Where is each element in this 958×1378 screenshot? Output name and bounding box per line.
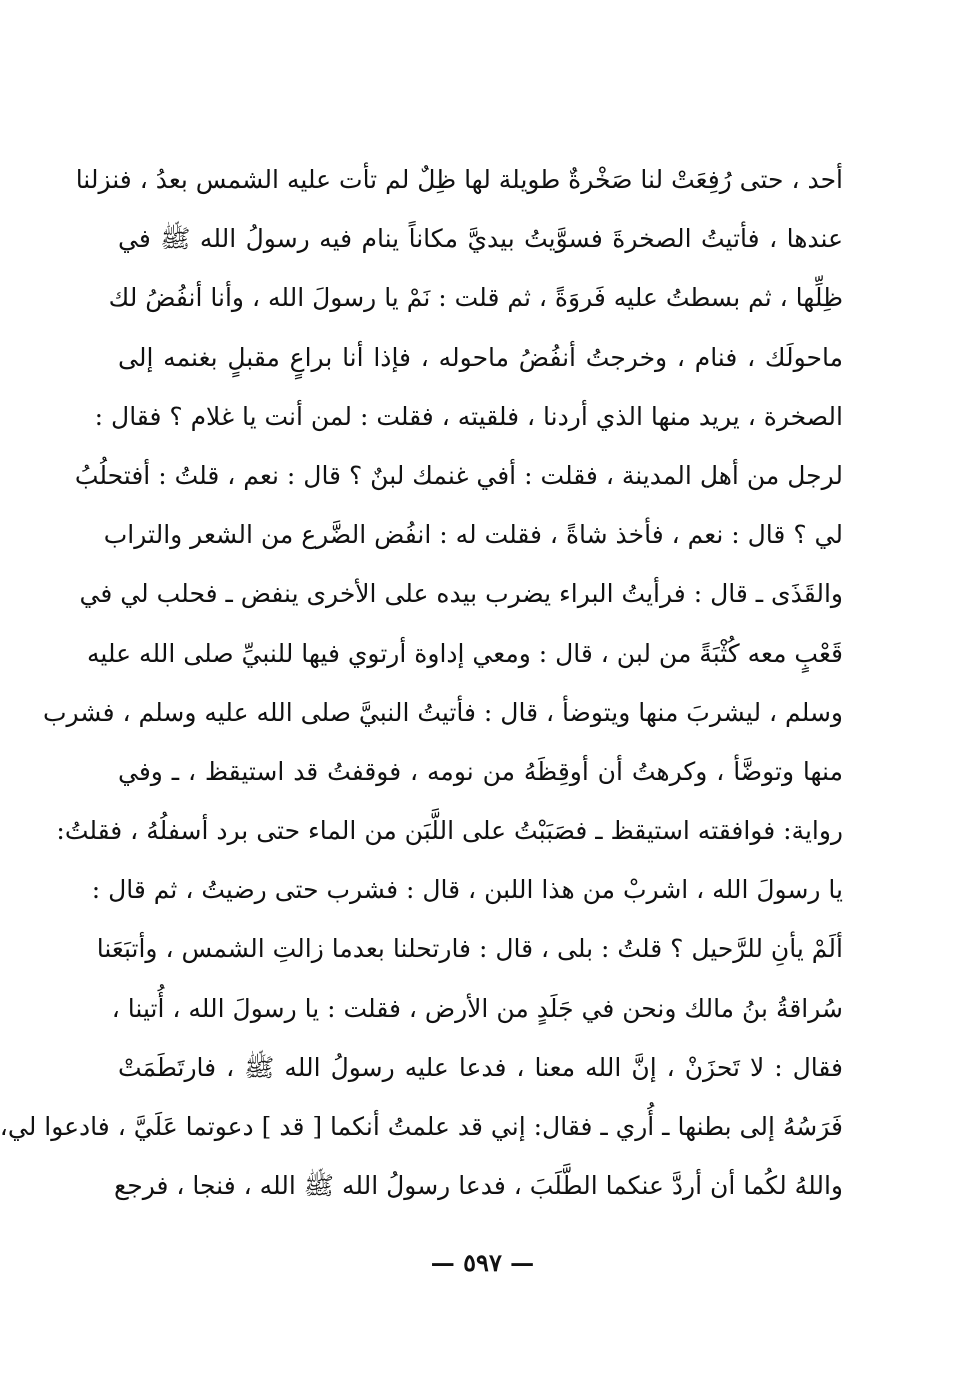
text-line: لرجل من أهل المدينة ، فقلت : أفي غنمك لبنٌ ؟ قال : نعم ، قلتُ : أفتحلُبُ <box>74 460 843 490</box>
text-line: سُراقةُ بنُ مالك ونحن في جَلَدٍ من الأرض ، فقلت : يا رسولَ الله ، أُتينا ، <box>111 993 843 1023</box>
text-line: وسلم ، ليشربَ منها ويتوضأ ، قال : فأتيتُ النبيَّ صلى الله عليه وسلم ، فشرب <box>42 697 843 727</box>
text-line: ظِلِّها ، ثم بسطتُ عليه فَروَةً ، ثم قلت : نَمْ يا رسولَ الله ، وأنا أنفُضُ لك <box>108 283 843 313</box>
text-line: الصخرة ، يريد منها الذي أردنا ، فلقيته ، فقلت : لمن أنت يا غلام ؟ فقال : <box>94 401 843 431</box>
text-line: أحد ، حتى رُفِعَتْ لنا صَخْرةٌ طويلة لها ظِلٌ لم تأت عليه الشمس بعدُ ، فنزلنا <box>75 165 843 194</box>
text-line: رواية: فوافقته استيقظ ـ فصَبَبْتُ على اللَّبَن من الماء حتى برد أسفلُهُ ، فقلتُ: <box>56 816 843 846</box>
text-line: ماحولَك ، فنام ، وخرجتُ أنفُضُ ماحوله ، فإذا أنا براعٍ مقبلٍ بغنمه إلى <box>118 342 843 372</box>
text-line: فَرَسُهُ إلى بطنها ـ أُري ـ فقال: إني قد علمتُ أنكما [ قد ] دعوتما عَلَيَّ ، فادعوا لي، <box>0 1112 843 1141</box>
text-line: لي ؟ قال : نعم ، فأخذ شاةً ، فقلت له : انفُض الضَّرع من الشعر والتراب <box>103 520 843 550</box>
text-line: يا رسولَ الله ، اشربْ من هذا اللبن ، قال : فشرب حتى رضيتُ ، ثم قال : <box>91 875 843 905</box>
body-text <box>0 150 843 1215</box>
text-line: واللهُ لكُما أن أردَّ عنكما الطَّلَبَ ، فدعا رسولُ الله ﷺ الله ، فنجا ، فرجع <box>113 1171 843 1201</box>
text-line: قَعْبٍ معه كُثْبَةً من لبن ، قال : ومعي إداوة أرتوي فيها للنبيِّ صلى الله عليه <box>86 638 843 668</box>
text-line: فقال : لا تَحزَنْ ، إنَّ الله معنا ، فدعا عليه رسولُ الله ﷺ ، فارتَطَمَتْ <box>118 1052 843 1082</box>
text-line: والقَذَى ـ قال : فرأيتُ البراء يضرب بيده على الأخرى ينفض ـ فحلب لي في <box>79 579 843 609</box>
text-line: منها وتوضَّأ ، وكرهتُ أن أوقِظَهُ من نومه ، فوقفتُ قد استيقظ ، ـ وفي <box>118 756 843 786</box>
page-number: — ٥٩٧ — <box>430 1248 535 1277</box>
text-line: ألَمْ يأنِ للرَّحيل ؟ قلتُ : بلى ، قال : فارتحلنا بعدما زالتِ الشمس ، وأتبَعَنا <box>96 934 843 964</box>
text-line: عندها ، فأتيتُ الصخرةَ فسوَّيتُ بيديَّ مكاناً ينام فيه رسولُ الله ﷺ في <box>118 224 843 254</box>
